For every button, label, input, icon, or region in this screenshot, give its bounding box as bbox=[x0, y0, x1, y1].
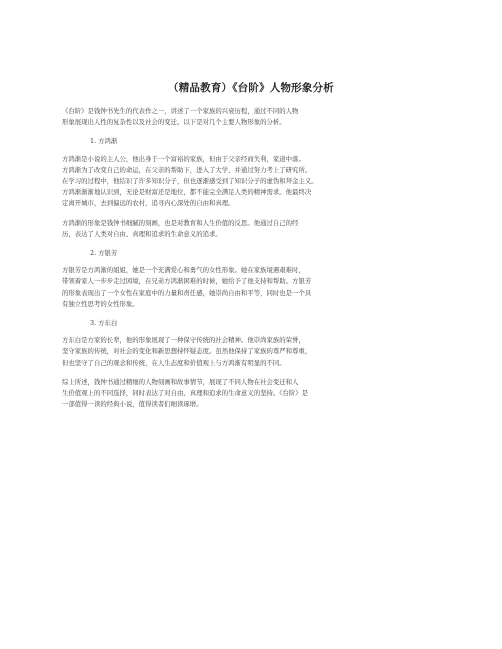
section-heading-fang-dongbai: 3. 方东白 bbox=[90, 319, 118, 328]
section-paragraph: 方银芳是方鸿渐的姐姐，她是一个充满爱心和勇气的女性形象。她在家族境遇艰难时， 带领着家人一步步走过困境，在兄弟方鸿渐困难的时候，她给予了他支持和帮助。方银芳 的形象表现出了一个女性在家庭中的力量和责任感，她崇尚自由和平等，同时也是一个具 有独立性思考的女性形象。 bbox=[62, 266, 312, 308]
intro-paragraph: 《台阶》是钱钟书先生的代表作之一，讲述了一个家族的兴衰历程，通过不同的人物 形象展现出人性的复杂性以及社会的变迁。以下是对几个主要人物形象的分析。 bbox=[62, 107, 299, 127]
section-paragraph: 方东白是方家的长辈，他的形象展现了一种保守传统的社会精神。他崇尚家族的荣誉， 坚守家族的传统，对社会的变化和新思想持怀疑态度。虽然他保持了家族的尊严和尊重， 但也坚守了自己的观念和传统，在人生态度和价值观上与方鸿渐有明显的不同。 bbox=[62, 336, 312, 367]
conclusion-paragraph: 综上所述，钱钟书通过精细的人物刻画和故事情节，展现了不同人物在社会变迁和人 生价值观上的不同选择，同时表达了对自由、真理和追求的生命意义的坚持。《台阶》是 一部值得一读的经典小说，值得读者们细读琢磨。 bbox=[62, 377, 309, 409]
section-paragraph: 方鸿渐的形象是钱钟书细腻的刻画，也是对教育和人生价值的反思。他通过自己的经 历，表达了人类对自由、真理和追求的生命意义的追求。 bbox=[62, 218, 299, 238]
section-heading-fang-yinfang: 2. 方银芳 bbox=[90, 249, 118, 258]
document-body bbox=[62, 106, 442, 418]
section-paragraph: 方鸿渐是小说的主人公，他出身于一个富裕的家族，但由于父亲经商失利，家道中落。 方鸿渐为了改变自己的命运，在父亲的帮助下，进入了大学，并通过努力考上了研究所。 在学习的过程中，他结识了许多知识分子，但也逐渐感受到了知识分子的虚伪和拜金主义。 方鸿渐渐渐地认识到，无论是财富还是地位，都不能完全满足人类的精神需求。他最终决 定离开城市，去到偏远的农村，追寻内心深处的自由和真理。 bbox=[62, 154, 318, 208]
section-heading-fang-hongjian: 1. 方鸿渐 bbox=[90, 137, 118, 146]
document-title: （精品教育）《台阶》人物形象分析 bbox=[168, 82, 334, 94]
